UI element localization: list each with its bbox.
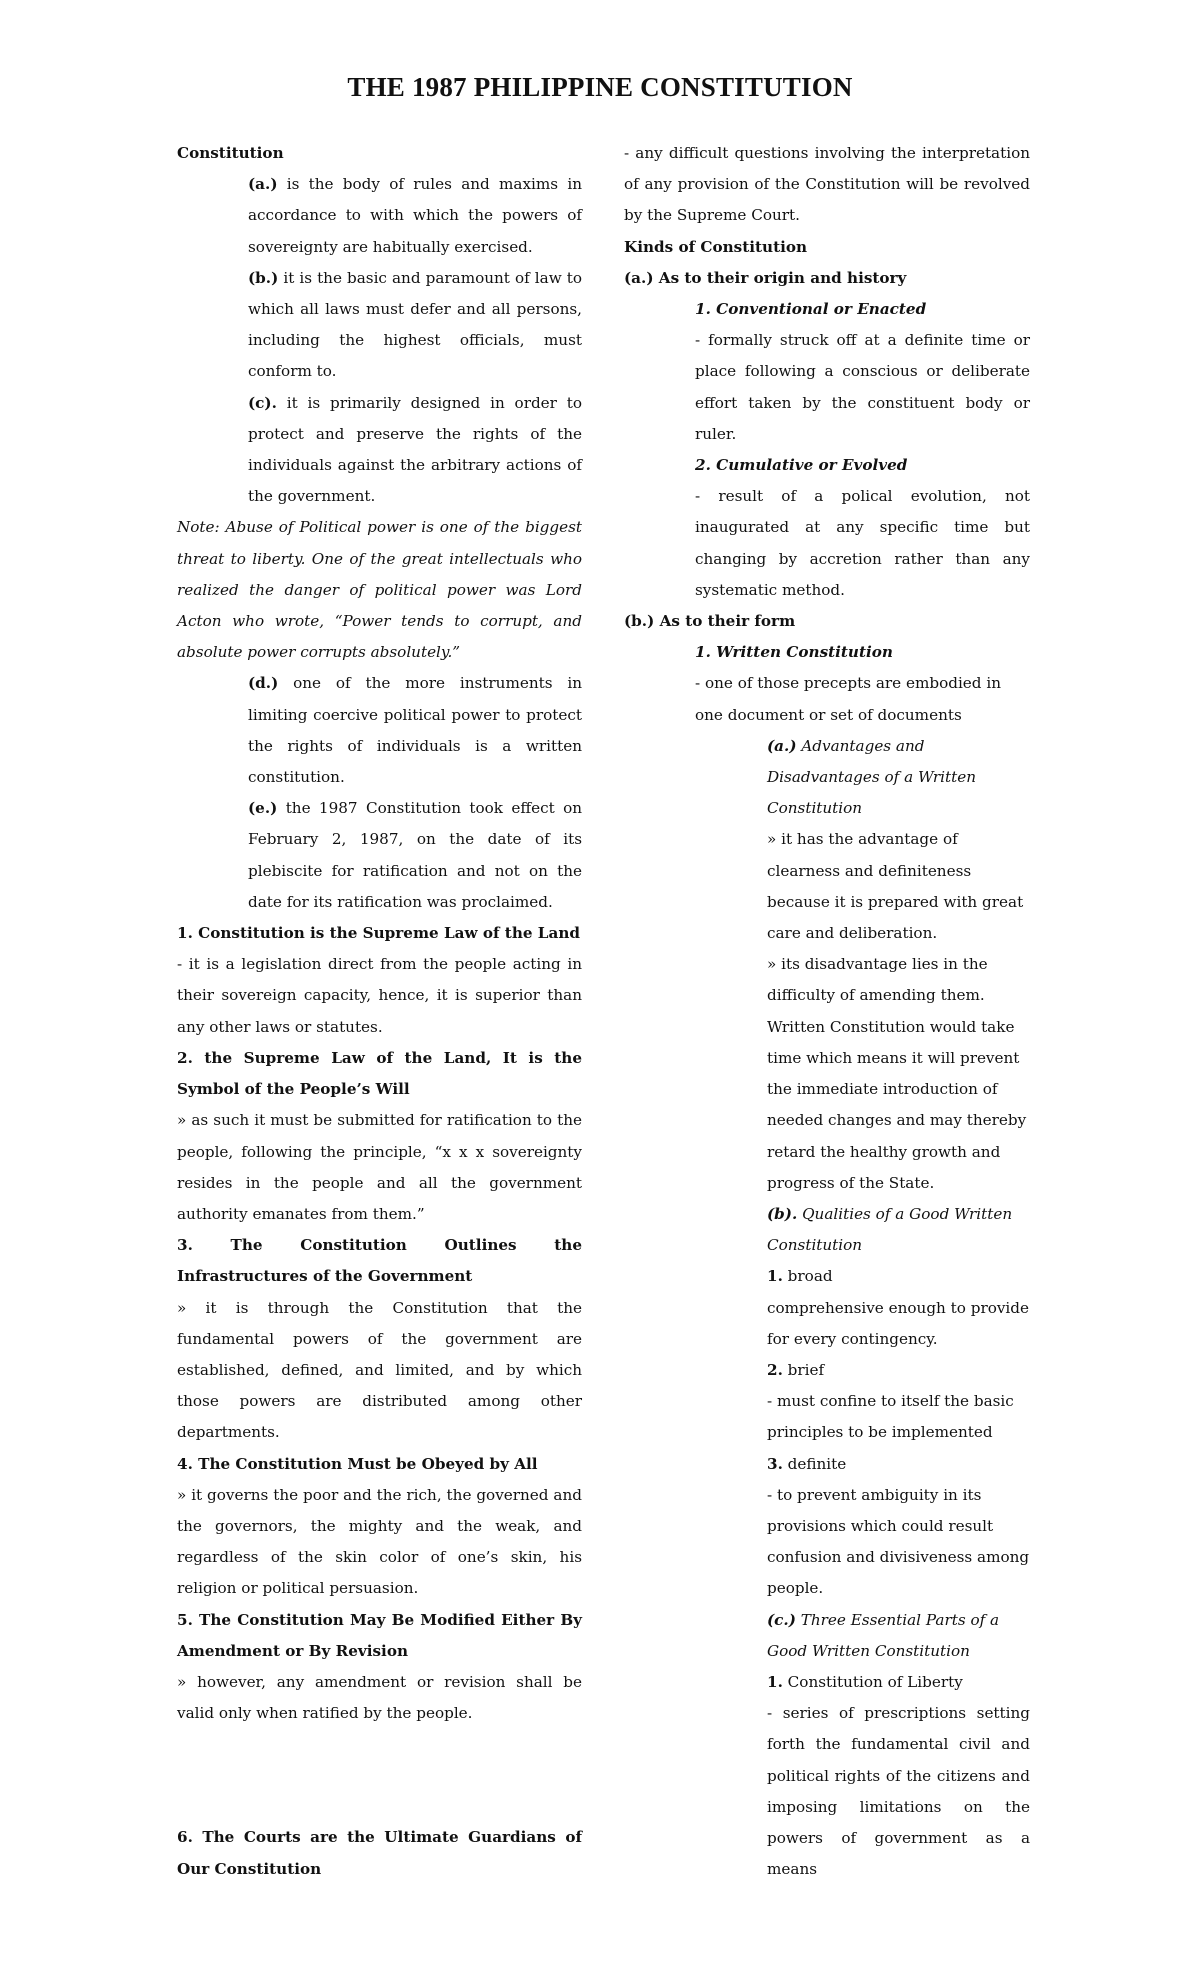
definition-e xyxy=(248,793,582,918)
lord-acton-note: Note: Abuse of Political power is one of the biggest threat to liberty. One of the great intellectuals who realized the danger of political power was Lord Acton who wrote, “Power tends to corrupt, and absolute power corrupts absolutely.” xyxy=(177,518,582,662)
section-2-text: » as such it must be submitted for ratification to the people, following the principle, “x x x sovereignty resides in the people and all the government authority emanates from them.” xyxy=(177,1111,582,1223)
advantages-title: Advantages and Disadvantages of a Written Constitution xyxy=(767,736,977,818)
definition-c-text: it is primarily designed in order to protect and preserve the rights of the individuals against the arbitrary actions of the government. xyxy=(248,393,582,506)
conventional-heading: 1. Conventional or Enacted xyxy=(695,300,927,319)
cumulative-text: - result of a polical evolution, not inaugurated at any specific time but changing by accretion rather than any systematic method. xyxy=(695,487,1030,599)
essential-parts-label: (c.) xyxy=(767,1610,796,1629)
part-1-number: 1. xyxy=(767,1672,783,1691)
origin-history-heading: (a.) As to their origin and history xyxy=(624,268,907,287)
section-2-heading: 2. the Supreme Law of the Land, It is the Symbol of the People’s Will xyxy=(177,1048,582,1099)
quality-2-text: - must confine to itself the basic principles to be implemented xyxy=(767,1392,1014,1442)
section-3-heading: 3. The Constitution Outlines the Infrastructures of the Government xyxy=(177,1236,582,1286)
advantages-label: (a.) xyxy=(767,736,797,755)
section-5-heading: 5. The Constitution May Be Modified Either By Amendment or By Revision xyxy=(177,1610,582,1660)
qualities-heading xyxy=(767,1199,1030,1261)
section-3-text: » it is through the Constitution that the fundamental powers of the government are established, defined, and limited, and by which those powers are distributed among other departments. xyxy=(177,1298,582,1442)
definition-a-label: (a.) xyxy=(248,175,278,194)
definition-d-text: one of the more instruments in limiting coercive political power to protect the rights of individuals is a written constitution. xyxy=(248,674,582,787)
column-spacer xyxy=(177,1729,582,1822)
kinds-heading: Kinds of Constitution xyxy=(624,237,808,256)
quality-3-heading xyxy=(767,1449,1030,1480)
definition-a xyxy=(248,169,582,263)
quality-2-heading xyxy=(767,1355,1030,1386)
written-constitution-text: - one of those precepts are embodied in one document or set of documents xyxy=(695,674,1001,724)
quality-2-number: 2. xyxy=(767,1360,783,1379)
left-column xyxy=(177,138,582,1885)
quality-1-text: comprehensive enough to provide for every contingency. xyxy=(767,1298,1029,1348)
part-1-text: - series of prescriptions setting forth the fundamental civil and political rights of the citizens and imposing limitations on the powers of government as a means xyxy=(767,1704,1030,1879)
quality-3-label: definite xyxy=(782,1454,847,1473)
essential-parts-title: Three Essential Parts of a Good Written Constitution xyxy=(767,1610,1000,1660)
cumulative-heading: 2. Cumulative or Evolved xyxy=(695,456,908,475)
right-column xyxy=(624,138,1030,1885)
document-title: THE 1987 PHILIPPINE CONSTITUTION xyxy=(347,72,853,102)
definition-d-label: (d.) xyxy=(248,674,279,693)
advantages-heading xyxy=(767,731,1030,825)
definition-a-text: is the body of rules and maxims in accordance to with which the powers of sovereignty are habitually exercised. xyxy=(248,175,582,256)
definition-e-text: the 1987 Constitution took effect on February 2, 1987, on the date of its plebiscite for ratification and not on the date for its ratification was proclaimed. xyxy=(248,799,582,911)
section-1-heading: 1. Constitution is the Supreme Law of the Land xyxy=(177,924,580,943)
section-4-heading: 4. The Constitution Must be Obeyed by All xyxy=(177,1454,538,1473)
definition-c xyxy=(248,388,582,513)
definition-c-label: (c). xyxy=(248,393,277,412)
conventional-text: - formally struck off at a definite time or place following a conscious or deliberate effort taken by the constituent body or ruler. xyxy=(695,331,1030,443)
quality-1-number: 1. xyxy=(767,1267,783,1286)
definition-d xyxy=(248,668,582,793)
section-4-text: » it governs the poor and the rich, the governed and the governors, the mighty and the weak, and regardless of the skin color of one’s skin, his religion or political persuasion. xyxy=(177,1485,582,1598)
part-1-label: Constitution of Liberty xyxy=(782,1672,963,1691)
advantage-text: » it has the advantage of clearness and definiteness because it is prepared with great care and deliberation. xyxy=(767,830,1024,943)
quality-3-text: - to prevent ambiguity in its provisions which could result confusion and divisiveness among people. xyxy=(767,1485,1030,1598)
quality-3-number: 3. xyxy=(767,1454,783,1473)
section-5-text: » however, any amendment or revision shall be valid only when ratified by the people. xyxy=(177,1672,582,1723)
written-constitution-heading: 1. Written Constitution xyxy=(695,643,893,662)
part-1-heading xyxy=(767,1667,1030,1698)
section-6-heading: 6. The Courts are the Ultimate Guardians of Our Constitution xyxy=(177,1828,582,1878)
qualities-title: Qualities of a Good Written Constitution xyxy=(767,1204,1013,1255)
quality-1-heading xyxy=(767,1261,1030,1292)
constitution-heading: Constitution xyxy=(177,144,284,162)
definition-e-label: (e.) xyxy=(248,799,278,818)
form-heading: (b.) As to their form xyxy=(624,612,796,631)
disadvantage-text: » its disadvantage lies in the difficulty of amending them. Written Constitution would take time which means it will prevent the immediate introduction of needed changes and may thereby retard the healthy growth and progress of the State. xyxy=(767,955,1027,1192)
section-1-text: - it is a legislation direct from the people acting in their sovereign capacity, hence, it is superior than any other laws or statutes. xyxy=(177,955,582,1036)
essential-parts-heading xyxy=(767,1605,1030,1667)
qualities-label: (b). xyxy=(767,1204,798,1223)
definition-b-text: it is the basic and paramount of law to which all laws must defer and all persons, including the highest officials, must conform to. xyxy=(248,268,582,381)
quality-1-label: broad xyxy=(782,1267,833,1286)
definition-b-label: (b.) xyxy=(248,268,279,287)
supreme-court-text: - any difficult questions involving the interpretation of any provision of the Constitution will be revolved by the Supreme Court. xyxy=(624,144,1030,225)
definition-b xyxy=(248,263,582,388)
quality-2-label: brief xyxy=(782,1360,825,1379)
